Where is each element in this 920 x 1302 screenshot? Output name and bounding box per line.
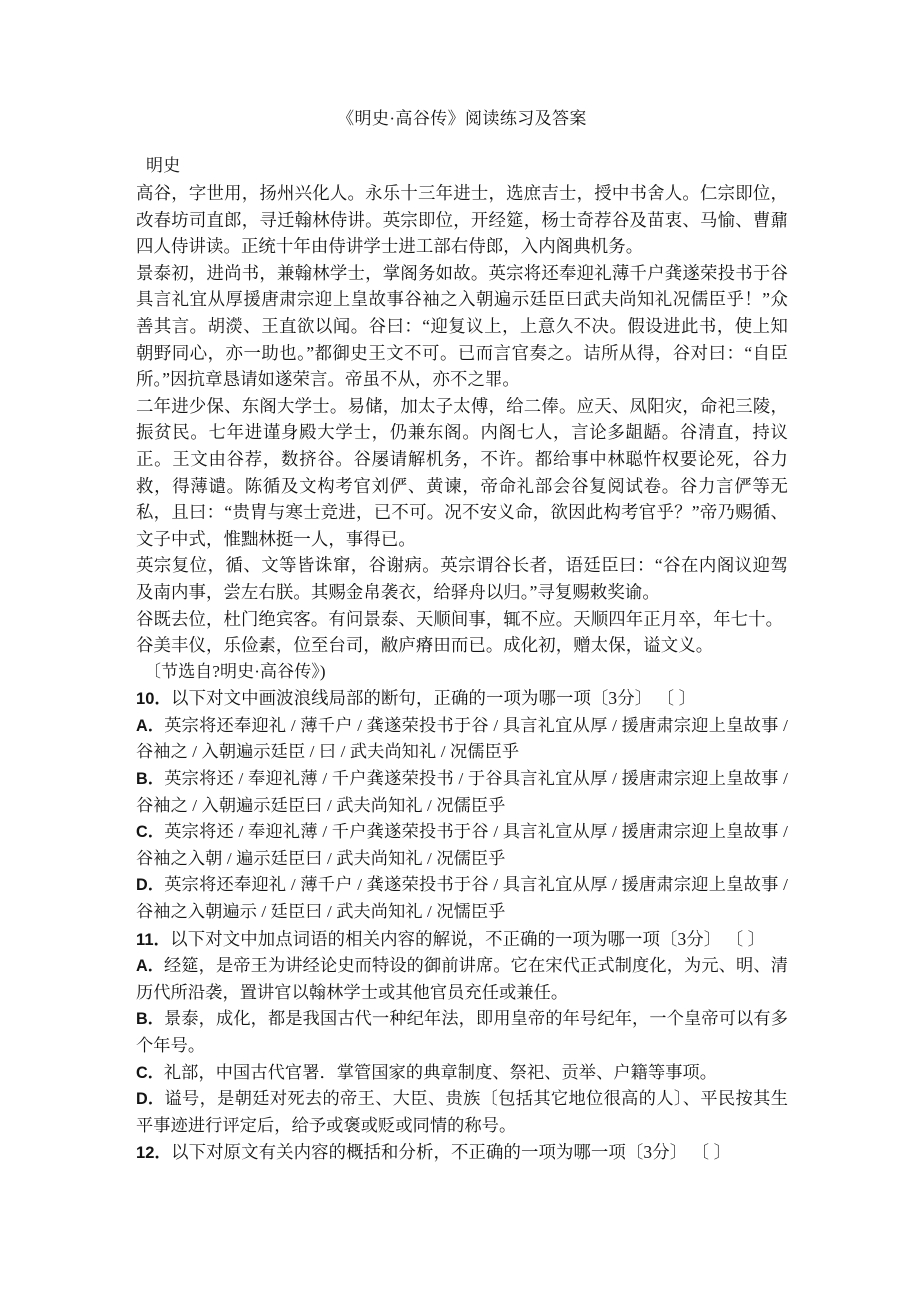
question-11-option-d[interactable] [136, 1086, 788, 1139]
question-10-number: 10． [136, 690, 172, 709]
document-content [136, 106, 788, 1167]
option-text-a: 英宗将还奉迎礼 / 薄千户 / 龚遂荣投书于谷 / 具言礼宜从厚 / 援唐肃宗迎上皇故事 / 谷袖之 / 入朝遍示廷臣 / 曰 / 武夫尚知礼 / 况儒臣乎 [136, 715, 788, 762]
passage-paragraph-3: 二年进少保、东阁大学士。易储，加太子太傅，给二俸。应天、凤阳灾，命祀三陵，振贫民。七年进谨身殿大学士，仍兼东阁。内阁七人，言论多龃龉。谷清直，持议正。王文由谷荐，数挤谷。谷屡请解机务，不许。都给事中林聪忤权要论死，谷力救，得薄谴。陈循及文构考官刘俨、黄谏，帝命礼部会谷复阅试卷。谷力言俨等无私，且曰：“贵胄与寒士竞进，已不可。况不安义命，欲因此构考官乎？”帝乃赐循、文子中式，惟黜林挺一人，事得已。 [136, 395, 788, 549]
question-11-option-b[interactable] [136, 1006, 788, 1059]
passage-paragraph-6: 谷美丰仪，乐俭素，位至台司，敝庐瘠田而已。成化初，赠太保，谥文义。 [136, 635, 714, 656]
question-12-stem-text: 以下对原文有关内容的概括和分析，不正确的一项为哪一项〔3分〕 〔 〕 [171, 1142, 732, 1163]
question-10-stem [136, 685, 788, 713]
question-10-option-d[interactable] [136, 872, 788, 925]
option-text-c: 英宗将还 / 奉迎礼薄 / 千户龚遂荣投书于谷 / 具言礼宣从厚 / 援唐肃宗迎上皇故事 / 谷袖之入朝 / 遍示廷臣曰 / 武夫尚知礼 / 况儒臣乎 [136, 822, 788, 868]
passage-paragraph-2: 景泰初，进尚书，兼翰林学士，掌阁务如故。英宗将还奉迎礼薄千户龚遂荣投书于谷具言礼宜从厚援唐肃宗迎上皇故事谷袖之入朝遍示廷臣曰武夫尚知礼况儒臣乎！”众善其言。胡濙、王直欲以闻。谷曰：“迎复议上，上意久不决。假设进此书，使上知朝野同心，亦一助也。”都御史王文不可。已而言官奏之。诘所从得，谷对曰：“自臣所。”因抗章恳请如遂荣言。帝虽不从，亦不之罪。 [136, 262, 788, 390]
option-label-b: B． [136, 1010, 164, 1029]
question-10-option-c[interactable] [136, 819, 788, 872]
option-label-c: C． [136, 823, 165, 842]
option-label-d: D． [136, 1090, 165, 1109]
option-text-a: 经筵，是帝王为讲经论史而特设的御前讲席。它在宋代正式制度化，为元、明、清历代所沿袭，置讲官以翰林学士或其他官员充任或兼任。 [136, 956, 788, 1002]
option-label-b: B． [136, 770, 165, 789]
option-label-a: A． [136, 957, 164, 976]
question-10-option-b[interactable] [136, 766, 788, 819]
question-10-option-a[interactable] [136, 713, 788, 766]
option-label-d: D． [136, 876, 165, 895]
option-text-c: 礼部，中国古代官署．掌管国家的典章制度、祭祀、贡举、户籍等事项。 [163, 1062, 718, 1082]
passage-paragraph-5: 谷既去位，杜门绝宾客。有问景泰、天顺间事，辄不应。天顺四年正月卒，年七十。 [136, 608, 784, 629]
option-label-c: C． [136, 1063, 164, 1082]
option-text-b: 英宗将还 / 奉迎礼薄 / 千户龚遂荣投书 / 于谷具言礼宜从厚 / 援唐肃宗迎上皇故事 / 谷袖之 / 入朝遍示廷臣曰 / 武夫尚知礼 / 况儒臣乎 [136, 769, 788, 815]
question-12-number: 12． [136, 1144, 172, 1163]
option-text-d: 英宗将还奉迎礼 / 薄千户 / 龚遂荣投书于谷 / 具言礼宜从厚 / 援唐肃宗迎上皇故事 / 谷袖之入朝遍示 / 廷臣曰 / 武夫尚知礼 / 况懦臣乎 [136, 875, 788, 922]
source-label: 明史 [146, 156, 181, 175]
question-11-number: 11． [136, 930, 171, 949]
page-title: 《明史·高谷传》阅读练习及答案 [337, 109, 587, 128]
question-10-stem-text: 以下对文中画波浪线局部的断句，正确的一项为哪一项〔3分〕 〔 〕 [171, 688, 697, 709]
question-11-option-c[interactable] [136, 1060, 788, 1087]
passage-attribution: 〔节选自?明史·高谷传》) [144, 661, 326, 681]
passage-paragraph-4: 英宗复位，循、文等皆诛窜，谷谢病。英宗谓谷长者，语廷臣曰：“谷在内阁议迎驾及南内事，尝左右朕。其赐金帛袭衣，给驿舟以归。”寻复赐敕奖谕。 [136, 555, 788, 602]
question-11-stem [136, 926, 788, 954]
option-text-d: 谥号，是朝廷对死去的帝王、大臣、贵族〔包括其它地位很高的人〕、平民按其生平事迹进行评定后，给予或褒或贬或同情的称号。 [136, 1089, 788, 1135]
question-11-option-a[interactable] [136, 953, 788, 1006]
option-text-b: 景泰，成化，都是我国古代一种纪年法，即用皇帝的年号纪年，一个皇帝可以有多个年号。 [136, 1009, 788, 1055]
option-label-a: A． [136, 716, 165, 735]
question-11-stem-text: 以下对文中加点词语的相关内容的解说，不正确的一项为哪一项〔3分〕 〔 〕 [170, 928, 766, 949]
question-12-stem [136, 1139, 788, 1167]
passage-paragraph-1: 高谷，字世用，扬州兴化人。永乐十三年进士，选庶吉士，授中书舍人。仁宗即位，改春坊司直郎，寻迁翰林侍讲。英宗即位，开经筵，杨士奇荐谷及苗衷、马愉、曹鼐四人侍讲读。正统十年由侍讲学士进工部右侍郎，入内阁典机务。 [136, 183, 788, 257]
